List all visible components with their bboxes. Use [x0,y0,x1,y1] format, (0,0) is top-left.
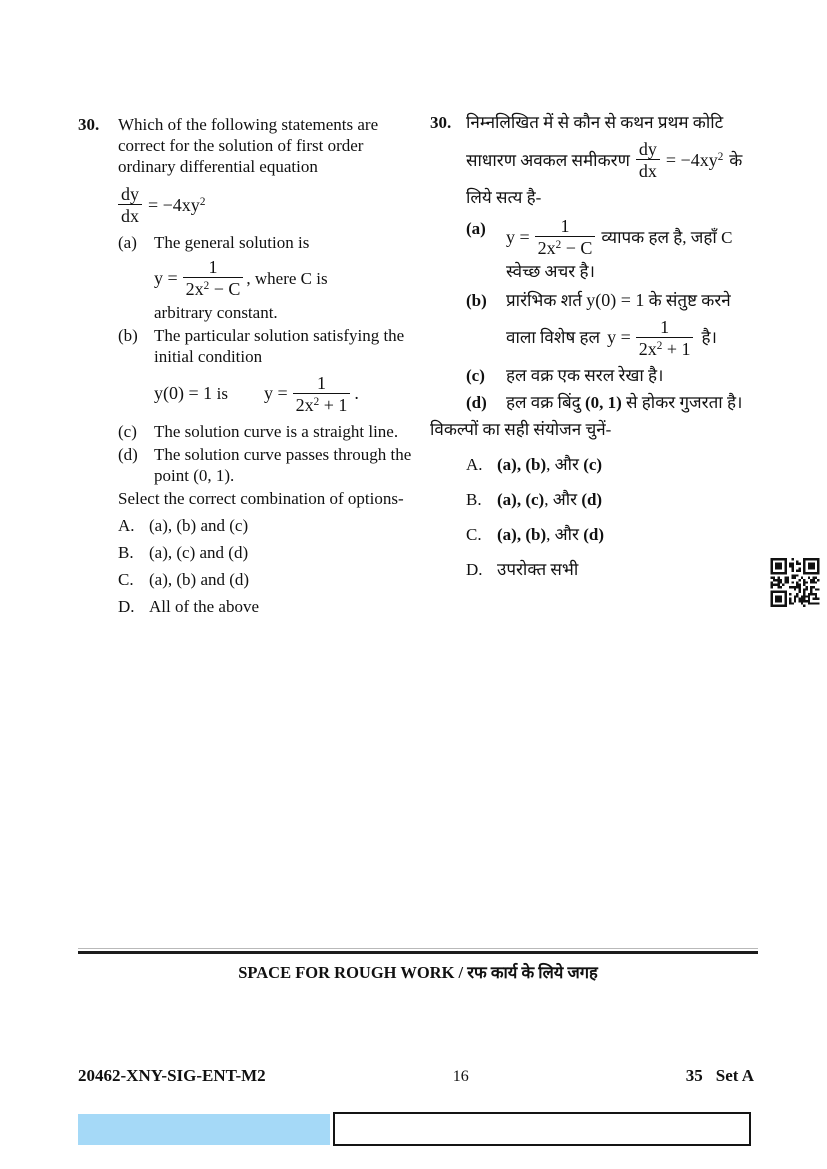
answer-option-text: All of the above [149,596,259,616]
suboption-d-hi [466,390,764,415]
answer-option-text: (a), (b), और (c) [497,454,603,474]
answer-option-label: D. [466,559,483,579]
general-solution-equation-en: y = $\frac{1}{2x^2 - C}$ , where C is [154,257,328,300]
answer-option-row [466,557,764,582]
question-intro-line3-hi: लिये सत्य है- [466,188,542,208]
answer-option-label: C. [118,569,134,589]
answer-option-row [466,487,764,512]
fraction-1-over-2x2-plus-1: $\frac{1}{2x^2 + 1}$ [636,317,694,359]
rough-work-label: SPACE FOR ROUGH WORK / रफ कार्य के लिये जगह [238,963,598,982]
suboption-b-label-hi: (b) [466,290,487,310]
suboption-d-label-hi: (d) [466,392,487,412]
answer-option-text: (a), (b) and (c) [149,515,249,535]
suboption-a-tail-en: arbitrary constant. [154,302,278,322]
question-intro-en: Which of the following statements are correct for the solution of first order ordinary differential equation [118,115,379,176]
fraction-1-over-2x2-minus-c: $\frac{1}{2x^2 - C}$ [183,257,244,299]
suboption-a-label-hi: (a) [466,219,486,239]
suboption-a-tail-hi: स्वेच्छ अचर है। [506,261,595,281]
answer-option-label: B. [118,542,134,562]
divider-line [78,951,758,954]
answer-option-label: B. [466,489,482,509]
question-column-english [78,114,412,617]
answer-option-label: D. [118,596,135,616]
suboption-c-en [118,421,412,442]
booklet-code: 20462-XNY-SIG-ENT-M2 [78,1066,266,1085]
suboption-c-text-en: The solution curve is a straight line. [154,421,399,441]
suboption-c-label-hi: (c) [466,365,485,385]
suboption-a-text-en: The general solution is [154,233,310,253]
answer-option-label: C. [466,524,482,544]
suboption-b-line2-post-hi: है। [701,328,717,348]
answer-option-text: (a), (c) and (d) [149,542,249,562]
question-row-en [78,114,412,177]
suboption-b-en [118,325,412,419]
suboption-d-label-en: (d) [118,444,138,464]
suboption-a-label-en: (a) [118,233,137,253]
answer-entry-box [333,1112,751,1146]
suboption-d-text-hi: हल वक्र बिंदु (0, 1) से होकर गुजरता है। [506,392,743,412]
suboption-d-en [118,444,412,486]
general-solution-equation-hi: y = $\frac{1}{2x^2 - C}$ व्यापक हल है, जहाँ C [506,216,733,259]
answer-option-row [466,452,764,477]
page-footer [78,1066,754,1086]
answer-option-row [118,596,412,617]
question-row-hi [430,110,764,135]
suboption-b-line1-hi: प्रारंभिक शर्त y(0) = 1 के संतुष्ट करने [506,289,731,310]
divider-line-light [78,948,758,949]
diff-equation-en [118,184,412,226]
answer-option-label: A. [118,515,135,535]
suboption-a-hi [466,216,764,283]
where-c-text: , where C is [246,268,328,288]
question-intro-line2-hi: साधारण अवकल समीकरण $\frac{dy}{dx}$ = $-4xy^2$ के [466,139,743,182]
suboption-b-text-en: The particular solution satisfying the initial condition [154,325,405,366]
select-instruction-en: Select the correct combination of options- [118,488,404,508]
answer-option-row [118,569,412,590]
question-number-hi: 30. [430,113,452,132]
suboption-d-text-en: The solution curve passes through the point (0, 1). [154,444,412,485]
answer-option-text: (a), (b), और (d) [497,524,604,544]
qr-code [770,558,820,607]
fraction-dy-dx: $\frac{dy}{dx}$ [636,139,660,181]
suboption-a-post-hi: व्यापक हल है, जहाँ C [601,227,733,247]
suboption-b-label-en: (b) [118,325,138,345]
rough-work-section [78,948,758,983]
particular-solution-equation-en: y(0) = 1 is y = $\frac{1}{2x^2 + 1}$ . [154,372,359,415]
suboption-c-label-en: (c) [118,421,137,441]
particular-solution-equation-hi: वाला विशेष हल y = $\frac{1}{2x^2 + 1}$ है। [506,316,717,359]
fraction-1-over-2x2-minus-c: $\frac{1}{2x^2 - C}$ [535,216,596,258]
select-instruction-hi: विकल्पों का सही संयोजन चुनें- [430,419,612,439]
question-body-hi [466,139,764,415]
page-number: 16 [452,1068,469,1085]
answer-option-row [118,542,412,563]
initial-condition: y(0) = 1 is [154,383,228,404]
suboption-c-text-hi: हल वक्र एक सरल रेखा है। [506,365,664,385]
fraction-1-over-2x2-plus-1: $\frac{1}{2x^2 + 1}$ [293,373,351,415]
set-label: Set A [715,1066,754,1085]
set-info [686,1066,754,1086]
answer-option-text: उपरोक्त सभी [497,559,579,579]
suboption-b-hi [466,288,764,359]
question-column-hindi [430,110,764,582]
suboption-a-en [118,232,412,322]
question-body-en [118,184,412,617]
diff-equation-rhs: = $-4xy^2$ [665,149,724,170]
set-number: 35 [685,1066,703,1085]
blue-highlight-bar [78,1114,330,1145]
suboption-c-hi [466,363,764,388]
answer-option-text: (a), (b) and (d) [149,569,250,589]
answer-option-label: A. [466,454,483,474]
answer-option-text: (a), (c), और (d) [497,489,603,509]
fraction-dy-dx: $\frac{dy}{dx}$ [118,184,142,226]
answer-option-row [466,522,764,547]
diff-equation-rhs: = $-4xy^2$ [148,194,206,215]
answer-option-row [118,515,412,536]
question-number-en: 30. [78,115,100,134]
question-intro-line1-hi: निम्नलिखित में से कौन से कथन प्रथम कोटि [466,113,724,132]
